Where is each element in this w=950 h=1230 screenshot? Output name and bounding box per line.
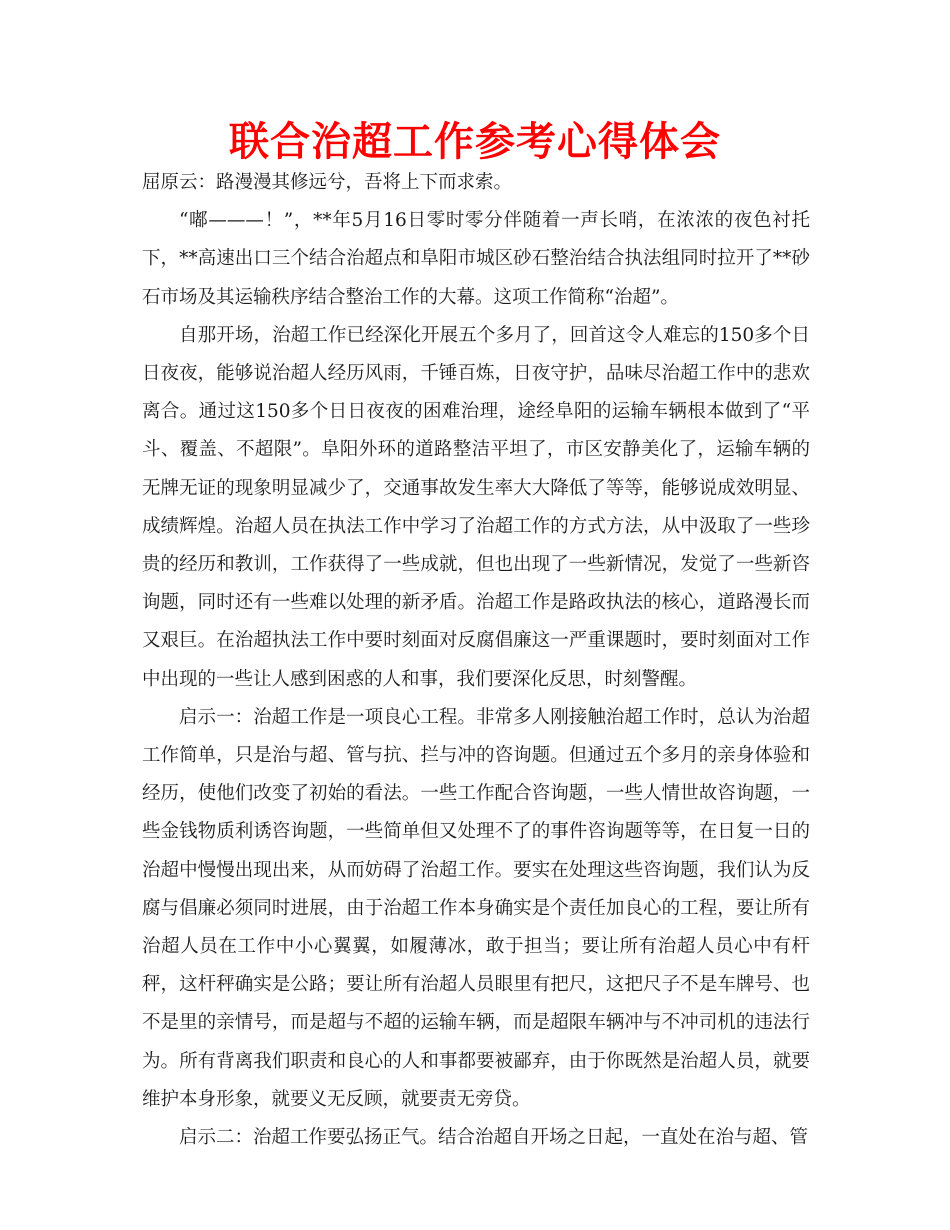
paragraph-insight-one: 启示一：治超工作是一项良心工程。非常多人刚接触治超工作时，总认为治超工作简单，只是治与超、管与抗、拦与冲的咨询题。但通过五个多月的亲身体验和经历，使他们改变了初始的看法。一些工作配合咨询题，一些人情世故咨询题，一些金钱物质利诱咨询题，一些简单但又处理不了的事件咨询题等等，在日复一日的治超中慢慢出现出来，从而妨碍了治超工作。要实在处理这些咨询题，我们认为反腐与倡廉必须同时进展，由于治超工作本身确实是个责任加良心的工程，要让所有治超人员在工作中小心翼翼，如履薄冰，敢于担当；要让所有治超人员心中有杆秤，这杆秤确实是公路；要让所有治超人员眼里有把尺，这把尺子不是车牌号、也不是里的亲情号，而是超与不超的运输车辆，而是超限车辆冲与不冲司机的违法行为。所有背离我们职责和良心的人和事都要被鄙弃，由于你既然是治超人员，就要维护本身形象，就要义无反顾，就要责无旁贷。 <box>142 706 810 1110</box>
paragraph-review: 自那开场，治超工作已经深化开展五个多月了，回首这令人难忘的150多个日日夜夜，能够说治超人经历风雨，千锤百炼，日夜守护，品味尽治超工作中的悲欢离合。通过这150多个日日夜夜的困难治理，途经阜阳的运输车辆根本做到了“平斗、覆盖、不超限”。阜阳外环的道路整洁平坦了，市区安静美化了，运输车辆的无牌无证的现象明显减少了，交通事故发生率大大降低了等等，能够说成效明显、成绩辉煌。治超人员在执法工作中学习了治超工作的方式方法，从中汲取了一些珍贵的经历和教训，工作获得了一些成就，但也出现了一些新情况，发觉了一些新咨询题，同时还有一些难以处理的新矛盾。治超工作是路政执法的核心，道路漫长而又艰巨。在治超执法工作中要时刻面对反腐倡廉这一严重课题时，要时刻面对工作中出现的一些让人感到困惑的人和事，我们要深化反思，时刻警醒。 <box>142 324 810 690</box>
document-title: 联合治超工作参考心得体会 <box>229 118 721 165</box>
document-body <box>142 164 810 1157</box>
paragraph-insight-two: 启示二：治超工作要弘扬正气。结合治超自开场之日起，一直处在治与超、管 <box>179 1127 809 1149</box>
paragraph-intro: “嘟———！”，**年5月16日零时零分伴随着一声长哨，在浓浓的夜色衬托下，**高速出口三个结合治超点和阜阳市城区砂石整治结合执法组同时拉开了**砂石市场及其运输秩序结合整治工作的大幕。这项工作简称“治超”。 <box>142 210 810 308</box>
paragraph-quote: 屈原云：路漫漫其修远兮，吾将上下而求索。 <box>142 172 513 193</box>
